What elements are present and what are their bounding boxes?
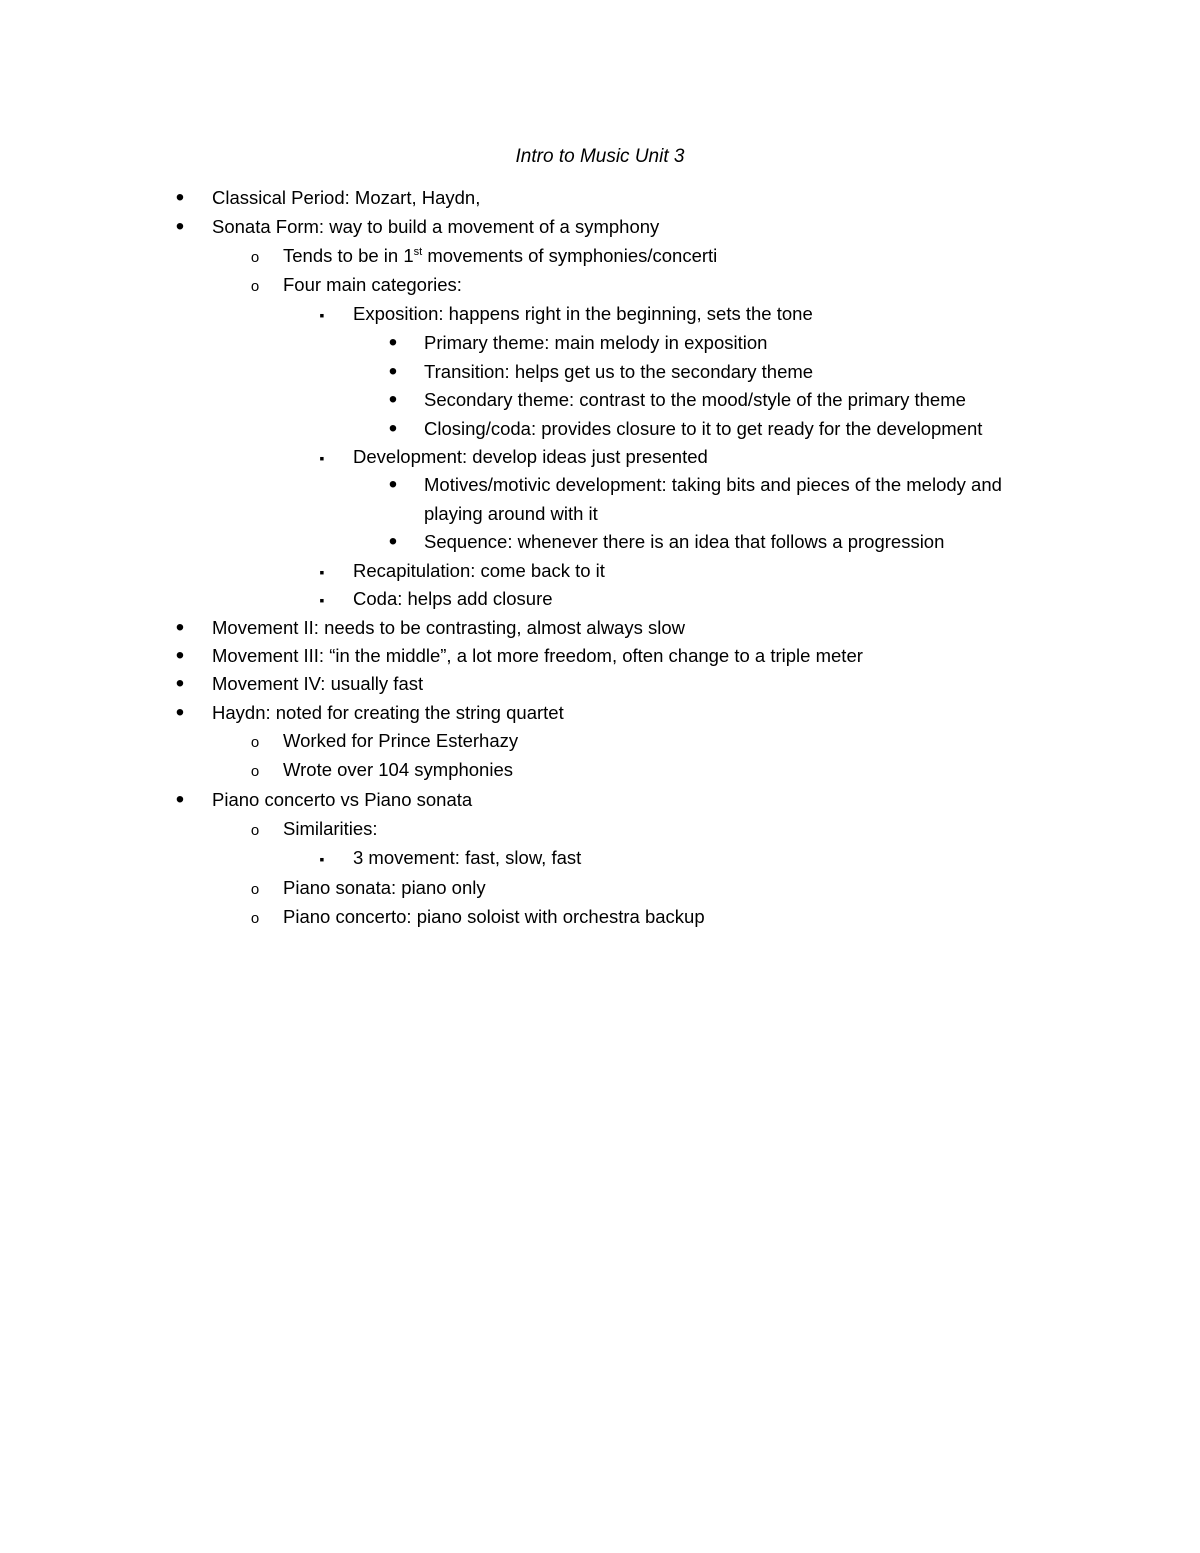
document-title: Intro to Music Unit 3 <box>515 146 685 167</box>
bullet-circle-icon <box>245 903 265 934</box>
bullet-dot-icon <box>383 415 403 445</box>
bullet-circle-icon <box>245 727 265 758</box>
bullet-square-icon <box>312 443 332 473</box>
bullet-dot-icon <box>170 184 190 214</box>
bullet-dot-icon <box>383 528 403 558</box>
bullet-dot-icon <box>170 614 190 644</box>
bullet-dot-icon <box>170 786 190 816</box>
bullet-dot-icon <box>383 471 403 501</box>
bullet-circle-icon <box>245 756 265 787</box>
bullet-dot-icon <box>383 329 403 359</box>
bullet-circle-icon <box>245 271 265 302</box>
bullet-dot-icon <box>383 358 403 388</box>
bullet-circle-icon <box>245 242 265 273</box>
bullet-dot-icon <box>383 386 403 416</box>
bullet-circle-icon <box>245 815 265 846</box>
bullet-square-icon <box>312 585 332 615</box>
bullet-dot-icon <box>170 213 190 243</box>
bullet-dot-icon <box>170 699 190 729</box>
document-page: Intro to Music Unit 3 • Classical Period: Mozart, Haydn, • Sonata Form: way to build a movement of a symphony o Tends to be in 1st movements of symphonies/concerti o Four main categories: ▪ Exposition: happens right in the beginning, sets the tone • Primary theme: main melody in exposition • Transition: helps get us to the secondary theme • Secondary theme: contrast to the mood/style of the primary theme • Closing/coda: provides closure to it to get ready for the development ▪ Development: develop ideas just presented • Motives/motivic development: taking bits and pieces of the melody and playing around with it • Sequence: whenever there is an idea that follows a progression ▪ Recapitulation: come back to it ▪ Coda: helps add closure • Movement II: needs to be contrasting, almost always slow • Movement III: “in the middle”, a lot more freedom, often change to a triple meter • Movement IV: usually fast • Haydn: noted for creating the string quartet o Worked for Prince Esterhazy o Wrote over 104 symphonies • Piano concerto vs Piano sonata o Similarities: ▪ 3 movement: fast, slow, fast o Piano sonata: piano only o Piano concerto: piano soloist with orchestra backup <box>0 0 1200 1553</box>
bullet-circle-icon <box>245 874 265 905</box>
bullet-square-icon <box>312 844 332 874</box>
bullet-square-icon <box>312 557 332 587</box>
bullet-square-icon <box>312 300 332 330</box>
bullet-dot-icon <box>170 670 190 700</box>
bullet-dot-icon <box>170 642 190 672</box>
